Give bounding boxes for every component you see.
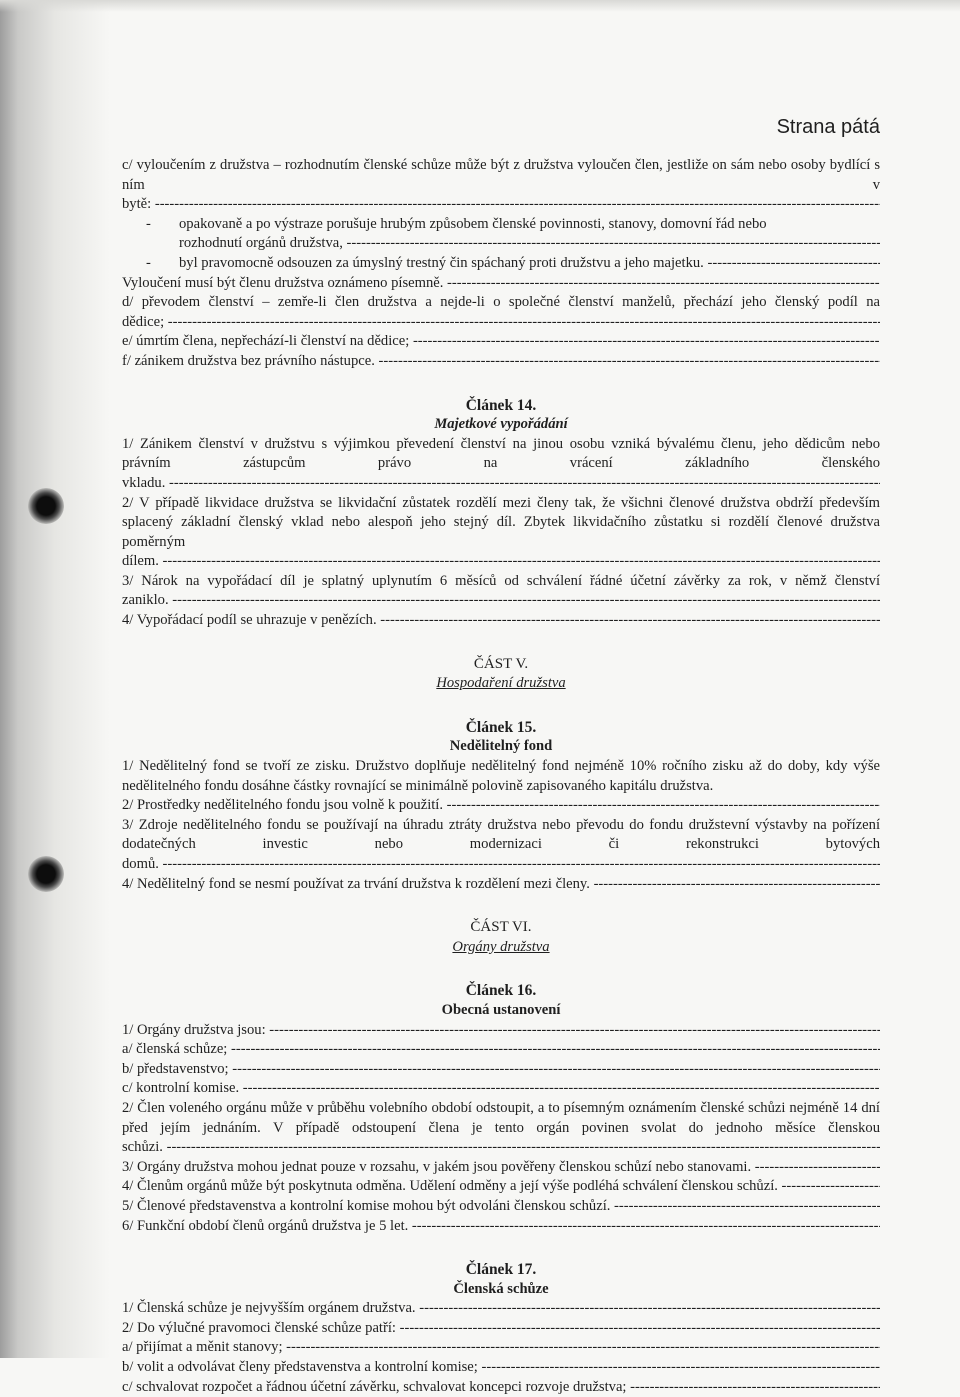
bullet-text: opakovaně a po výstraze porušuje hrubým způsobem členské povinnosti, stanovy, domovní řád nebo — [179, 215, 767, 232]
list-item: c/ kontrolní komise. ----- — [122, 1079, 880, 1099]
part-subtitle: Hospodaření družstva — [436, 675, 566, 692]
bullet-item — [122, 254, 880, 274]
bullet-dash: - — [146, 254, 151, 271]
paragraph: 2/ V případě likvidace družstva se likvidační zůstatek rozdělí mezi členy tak, že všichni členové družstva obdrží především splacený základní členský vklad nebo alespoň jeho stejný díl. Zbytek likvidačního zůstatku si rozdělí členové družstva poměrným dílem. ----- — [122, 494, 880, 572]
article-title: Členská schůze — [453, 1280, 549, 1297]
paragraph: 3/ Zdroje nedělitelného fondu se používají na úhradu ztráty družstva nebo převodu do fondu družstevní výstavby na pořízení dodatečných investic nebo modernizaci či rekonstrukci bytových domů. ----- — [122, 816, 880, 875]
article-title: Obecná ustanovení — [441, 1001, 561, 1018]
paragraph: 3/ Orgány družstva mohou jednat pouze v rozsahu, v jakém jsou pověřeny členskou schůzí nebo stanovami. ----- — [122, 1158, 880, 1178]
bullet-text: byl pravomocně odsouzen za úmyslný trestný čin spáchaný proti družstvu a jeho majetku. ----- — [179, 255, 880, 271]
bullet-continuation: rozhodnutí orgánů družstva, ----- — [122, 234, 880, 254]
article-heading: Článek 17. — [465, 1261, 537, 1279]
article-title: Nedělitelný fond — [449, 738, 553, 755]
paragraph-e: e/ úmrtím člena, nepřechází-li členství na dědice; ----- — [122, 332, 880, 352]
bullet-dash: - — [146, 215, 151, 232]
list-item: a/ přijímat a měnit stanovy; ----- — [122, 1338, 880, 1358]
paragraph: 1/ Členská schůze je nejvyšším orgánem družstva. ----- — [122, 1299, 880, 1319]
paragraph: 6/ Funkční období členů orgánů družstva je 5 let. ----- — [122, 1217, 880, 1237]
article-heading: Článek 14. — [465, 396, 537, 414]
list-item: a/ členská schůze; ----- — [122, 1040, 880, 1060]
paragraph: 3/ Nárok na vypořádací díl je splatný uplynutím 6 měsíců od schválení řádné účetní závěrky za rok, v němž členství zaniklo. ----- — [122, 572, 880, 611]
document-body — [122, 156, 880, 1397]
article-heading: Článek 16. — [465, 982, 537, 1000]
paragraph: 4/ Vypořádací podíl se uhrazuje v penězích. ----- — [122, 611, 880, 631]
paragraph: 1/ Nedělitelný fond se tvoří ze zisku. Družstvo doplňuje nedělitelný fond nejméně 10% ročního zisku až do doby, kdy výše nedělitelného fondu dosáhne částky rovnající se minimálně polovině zapisovaného kapitálu družstva. — [122, 758, 880, 794]
bullet-item — [122, 215, 880, 235]
paragraph: 4/ Členům orgánů může být poskytnuta odměna. Udělení odměny a její výše podléhá schválení členskou schůzí. ----- — [122, 1177, 880, 1197]
page-top-edge — [0, 0, 960, 12]
paragraph: 2/ Člen voleného orgánu může v průběhu volebního období odstoupit, a to písemným oznámením členské schůzi nejméně 14 dní před jejím jednáním. V případě odstoupení člena je tento orgán povinen svolat do jednoho měsíce členskou schůzi. ----- — [122, 1099, 880, 1158]
paragraph-d: d/ převodem členství – zemře-li člen družstva a nejde-li o společné členství manželů, přechází jeho členský podíl na dědice; ----- — [122, 293, 880, 332]
part-heading: ČÁST VI. — [470, 919, 532, 936]
binding-shadow — [0, 0, 110, 1358]
article-heading: Článek 15. — [465, 718, 537, 736]
paragraph: 4/ Nedělitelný fond se nesmí používat za trvání družstva k rozdělení mezi členy. ----- — [122, 875, 880, 895]
paragraph: 1/ Orgány družstva jsou: ----- — [122, 1021, 880, 1041]
paragraph: 2/ Prostředky nedělitelného fondu jsou volně k použití. ----- — [122, 796, 880, 816]
punch-hole — [28, 488, 64, 524]
paragraph: 1/ Zánikem členství v družstvu s výjimkou převedení členství na jinou osobu vzniká bývalému členu, jeho dědicům nebo právním zástupcům právo na vrácení základního členského vkladu. ----- — [122, 435, 880, 494]
list-item: c/ schvalovat rozpočet a řádnou účetní závěrku, schvalovat koncepci rozvoje družstva; ----- — [122, 1378, 880, 1397]
article-title: Majetkové vypořádání — [434, 416, 568, 433]
list-item: b/ volit a odvolávat členy představenstva a kontrolní komise; ----- — [122, 1358, 880, 1378]
paragraph-c: c/ vyloučením z družstva – rozhodnutím členské schůze může být z družstva vyloučen člen, jestliže on sám nebo osoby bydlící s ním v bytě: ----- — [122, 156, 880, 215]
part-subtitle: Orgány družstva — [452, 938, 550, 955]
paragraph-vylouceni: Vyloučení musí být členu družstva oznámeno písemně. ----- — [122, 274, 880, 294]
paragraph: 2/ Do výlučné pravomoci členské schůze patří: ----- — [122, 1319, 880, 1339]
list-item: b/ představenstvo; ----- — [122, 1060, 880, 1080]
paragraph-f: f/ zánikem družstva bez právního nástupce. ----- — [122, 352, 880, 372]
page-label: Strana pátá — [776, 116, 880, 138]
punch-hole — [28, 856, 64, 892]
part-heading: ČÁST V. — [473, 655, 529, 672]
paragraph: 5/ Členové představenstva a kontrolní komise mohou být odvoláni členskou schůzí. ----- — [122, 1197, 880, 1217]
